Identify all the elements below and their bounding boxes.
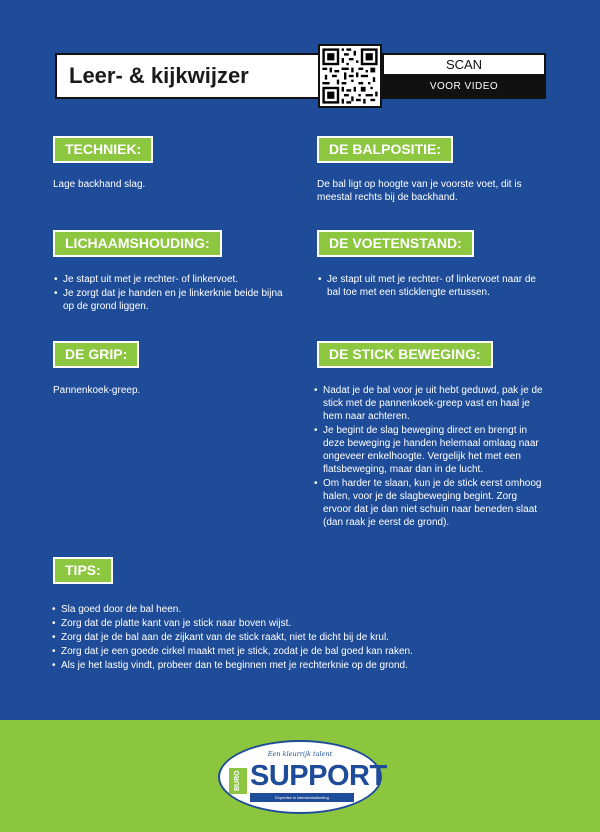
title-box [55,53,319,99]
lichaamshouding-label: LICHAAMSHOUDING: [53,230,222,257]
grip-text: Pannenkoek-greep. [53,385,141,396]
balpositie-text: De bal ligt op hoogte van je voorste voet, dit is meestal rechts bij de backhand. [317,179,522,203]
buro-support-logo[interactable] [218,740,387,814]
techniek-label: TECHNIEK: [53,136,153,163]
stickbeweging-label: DE STICK BEWEGING: [317,341,493,368]
qr-code-icon[interactable] [318,44,382,108]
balpositie-label: DE BALPOSITIE: [317,136,453,163]
scan-video-label: VOOR VIDEO [382,76,546,99]
list-item: • Zorg dat je een goede cirkel maakt met je stick, zodat je de bal goed kan raken. [51,645,521,658]
list-item: • Je begint de slag beweging direct en brengt in deze beweging je handen helemaal omlaag naar ongeveer enkelhoogte. Vergelijk het met een flatsbeweging, maar dan in de lucht. [313,424,547,476]
list-item: • Om harder te slaan, kun je de stick eerst omhoog halen, voor je de slagbeweging begint. Zorg ervoor dat je dan niet schuin naar beneden slaat (dan raak je eerst de grond). [313,477,547,529]
tips-list [51,603,521,673]
list-item: • Je stapt uit met je rechter- of linkervoet. [53,273,283,286]
list-item: • Als je het lastig vindt, probeer dan te beginnen met je rechterknie op de grond. [51,659,521,672]
list-item: • Nadat je de bal voor je uit hebt geduwd, pak je de stick met de pannenkoek-greep vast en haal je hem naar achteren. [313,384,547,423]
stickbeweging-list [313,384,547,530]
list-item: • Zorg dat je de bal aan de zijkant van de stick raakt, niet te dicht bij de krul. [51,631,521,644]
logo-subline: Expertise in talentontwikkeling [250,793,354,802]
scan-label: SCAN [382,53,546,76]
logo-tagline: Een kleurrijk talent [267,750,333,758]
lichaamshouding-list [53,273,283,314]
list-item: • Sla goed door de bal heen. [51,603,521,616]
list-item: • Zorg dat de platte kant van je stick naar boven wijst. [51,617,521,630]
page-title: Leer- & kijkwijzer [69,63,249,88]
logo-buro: BURO [229,768,247,794]
list-item: • Je stapt uit met je rechter- of linkervoet naar de bal toe met een sticklengte ertussen. [317,273,549,299]
techniek-text: Lage backhand slag. [53,179,146,190]
list-item: • Je zorgt dat je handen en je linkerknie beide bijna op de grond liggen. [53,287,283,313]
grip-label: DE GRIP: [53,341,139,368]
voetenstand-list [317,273,549,300]
voetenstand-label: DE VOETENSTAND: [317,230,474,257]
logo-support: SUPPORT [250,760,387,792]
tips-label: TIPS: [53,557,113,584]
